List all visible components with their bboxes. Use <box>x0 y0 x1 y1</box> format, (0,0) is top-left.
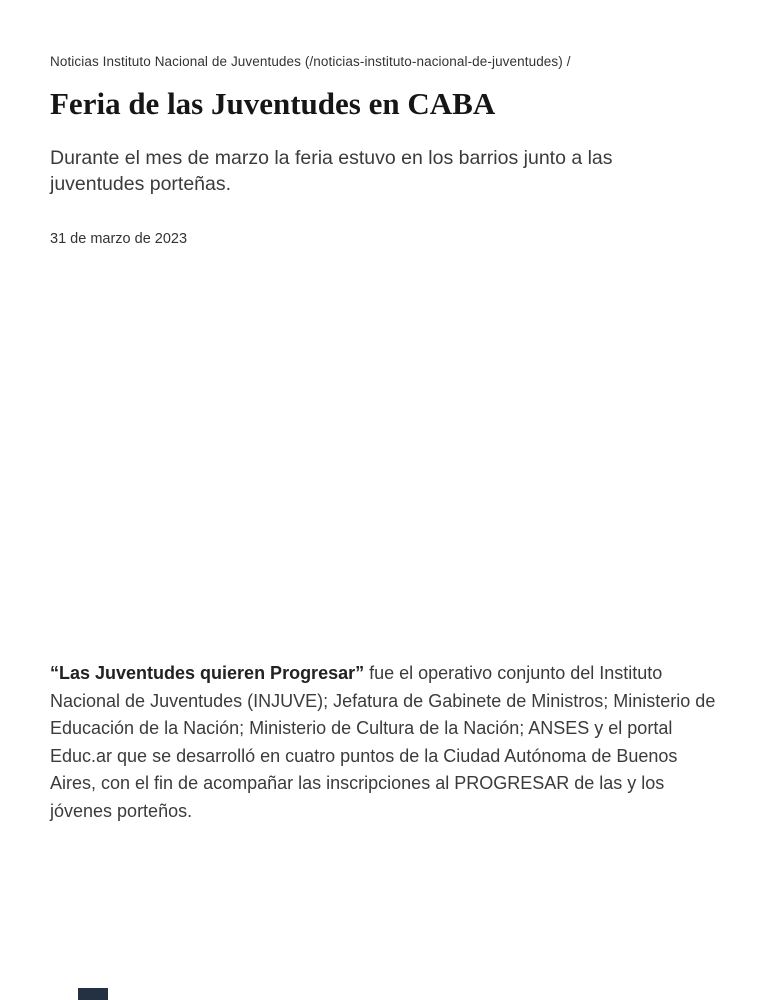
article-date: 31 de marzo de 2023 <box>50 231 188 247</box>
body-text: fue el operativo conjunto del Instituto Nacional de Juventudes (INJUVE); Jefatura de Gabinete de Ministros; Ministerio de Educación de la Nación; Ministerio de Cultura de la Nación; ANSES y el portal Educ.ar que se desarrolló en cuatro puntos de la Ciudad Autónoma de Buenos Aires, con el fin de acompañar las inscripciones al PROGRESAR de las y los jóvenes porteños. <box>50 663 716 821</box>
article-body <box>50 660 726 825</box>
footer-edge-peek <box>78 988 108 1000</box>
body-lead-bold: “Las Juventudes quieren Progresar” <box>50 663 365 683</box>
article-lede: Durante el mes de marzo la feria estuvo en los barrios junto a las juventudes porteñas. <box>50 147 613 195</box>
page-title: Feria de las Juventudes en CABA <box>50 86 496 121</box>
breadcrumb[interactable]: Noticias Instituto Nacional de Juventudes (/noticias-instituto-nacional-de-juventudes) / <box>50 54 571 69</box>
media-placeholder <box>50 270 723 640</box>
